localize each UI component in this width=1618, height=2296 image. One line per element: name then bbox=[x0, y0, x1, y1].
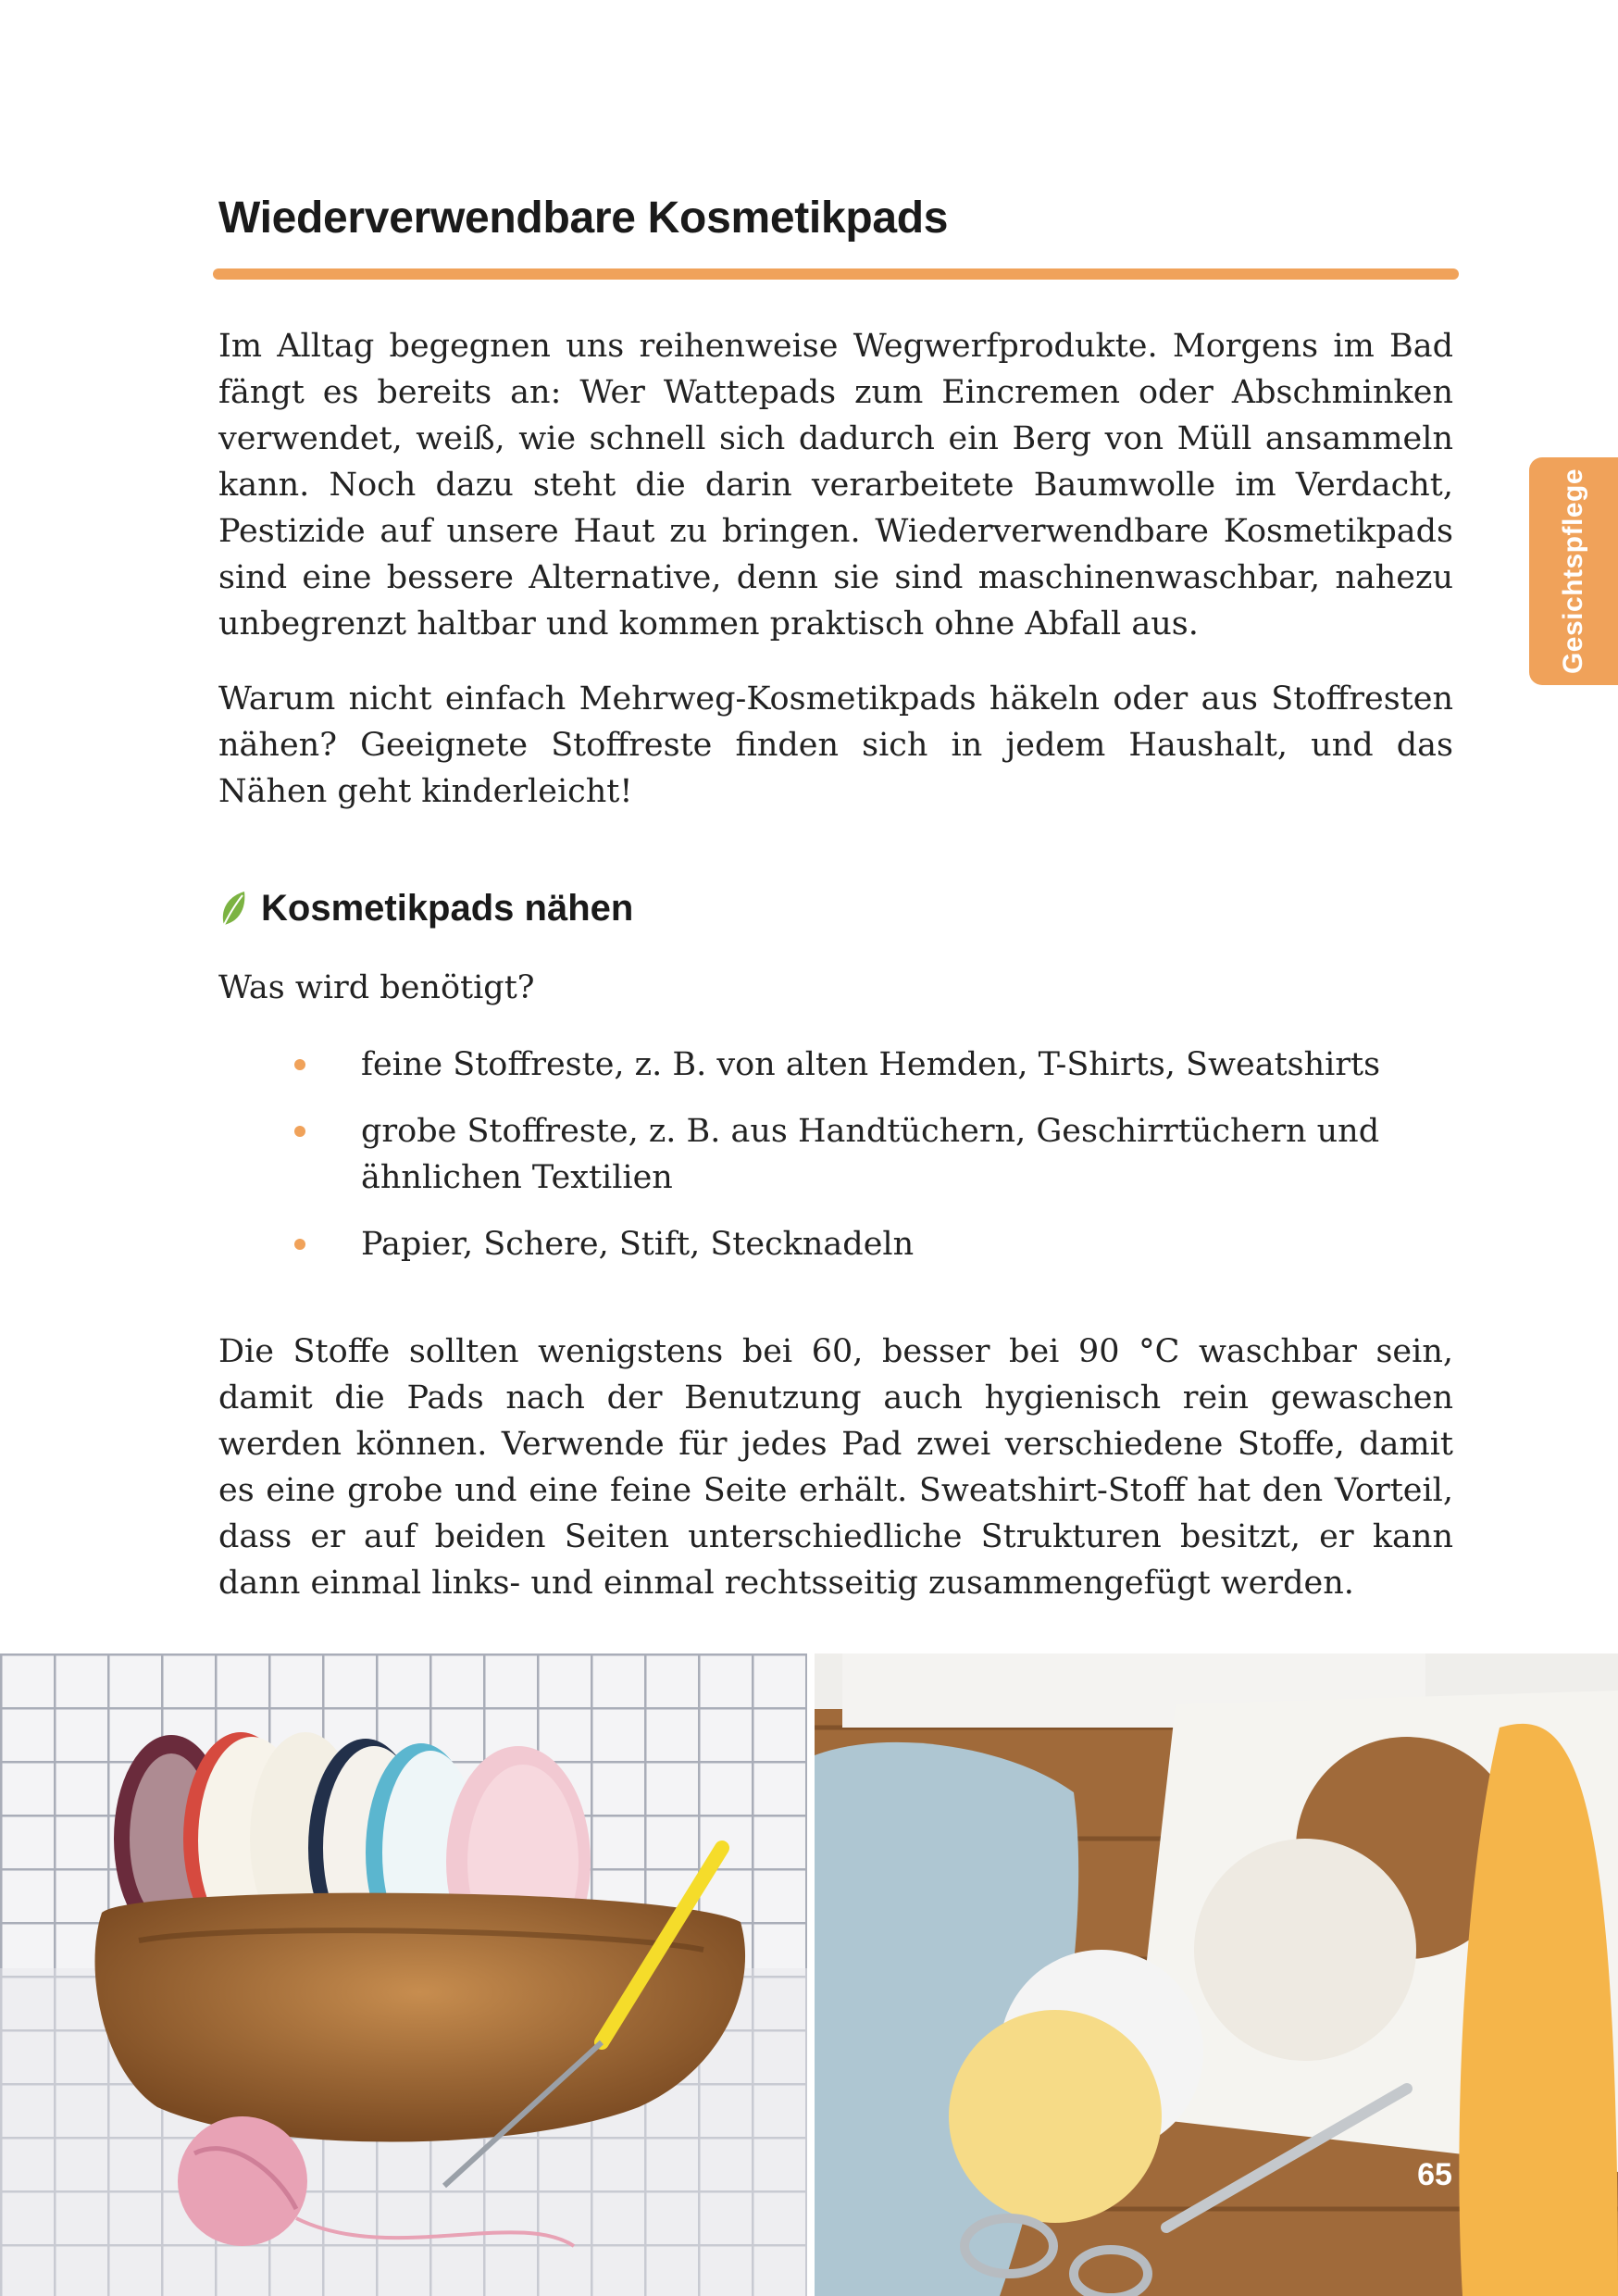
list-item bbox=[294, 1221, 1451, 1267]
page-title: Wiederverwendbare Kosmetikpads bbox=[218, 193, 949, 243]
leaf-icon bbox=[218, 890, 248, 927]
bullet-icon bbox=[294, 1239, 305, 1250]
second-paragraph: Warum nicht einfach Mehrweg-Kosmetikpads häkeln oder aus Stoffresten nähen? Geeignete Stoffreste finden sich in jedem Haushalt, und das Nähen geht kinderleicht! bbox=[218, 680, 1453, 810]
section-heading bbox=[218, 884, 633, 932]
needed-label: Was wird benötigt? bbox=[218, 969, 535, 1006]
chapter-tab[interactable] bbox=[1529, 457, 1618, 685]
list-item-text: Papier, Schere, Stift, Stecknadeln bbox=[361, 1226, 915, 1263]
section-title: Kosmetikpads nähen bbox=[261, 887, 634, 929]
page-number: 65 bbox=[1417, 2157, 1452, 2192]
crocheted-pads-photo bbox=[0, 1653, 807, 2296]
bullet-icon bbox=[294, 1059, 305, 1070]
third-paragraph: Die Stoffe sollten wenigstens bei 60, besser bei 90 °C waschbar sein, damit die Pads nach der Benutzung auch hygienisch rein gewaschen werden können. Verwende für jedes Pad zwei verschiedene Stoffe, damit es eine grobe und eine feine Seite erhält. Sweatshirt-Stoff hat den Vorteil, dass er auf beiden Seiten unterschiedliche Strukturen besitzt, er kann dann einmal links- und einmal rechtsseitig zusammengefügt werden. bbox=[218, 1333, 1453, 1602]
list-item-text: grobe Stoffreste, z. B. aus Handtüchern, Geschirrtüchern und ähnlichen Textilien bbox=[361, 1113, 1380, 1196]
chapter-tab-label: Gesichtspflege bbox=[1558, 468, 1588, 675]
list-item-text: feine Stoffreste, z. B. von alten Hemden, T-Shirts, Sweatshirts bbox=[361, 1046, 1381, 1083]
list-item bbox=[294, 1042, 1451, 1088]
bullet-icon bbox=[294, 1126, 305, 1137]
list-item bbox=[294, 1108, 1451, 1201]
title-underline bbox=[213, 268, 1459, 280]
sewing-materials-photo bbox=[815, 1653, 1618, 2296]
materials-list bbox=[294, 1042, 1451, 1288]
intro-paragraph: Im Alltag begegnen uns reihenweise Wegwerfprodukte. Morgens im Bad fängt es bereits an: Wer Wattepads zum Eincremen oder Abschminken verwendet, weiß, wie schnell sich dadurch ein Berg von Müll ansammeln kann. Noch dazu steht die darin verarbeitete Baumwolle im Verdacht, Pestizide auf unsere Haut zu bringen. Wiederverwendbare Kosmetikpads sind eine bessere Alternative, denn sie sind maschinenwaschbar, nahezu unbegrenzt haltbar und kommen praktisch ohne Abfall aus. bbox=[218, 328, 1453, 643]
